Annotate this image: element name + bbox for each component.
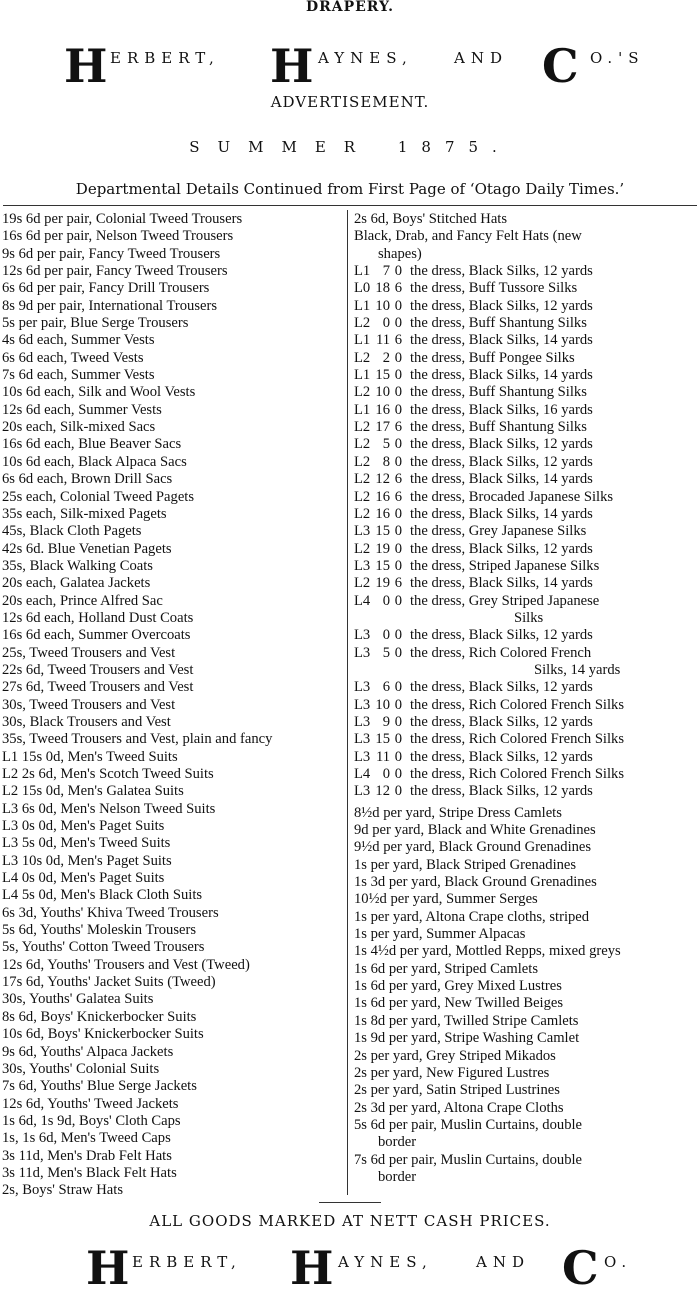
silk-description: the dress, Grey Japanese Silks xyxy=(410,523,587,540)
silk-description: the dress, Rich Colored French xyxy=(410,644,592,661)
left-item: 30s, Tweed Trousers and Vest xyxy=(2,696,176,713)
silk-pounds: L1 xyxy=(354,297,371,314)
left-column xyxy=(2,211,344,1200)
silk-price xyxy=(354,731,404,748)
silk-pence: 6 xyxy=(394,575,402,592)
silk-pence: 0 xyxy=(394,783,402,800)
silk-price xyxy=(354,402,404,419)
firm-word-herbert-bottom: ERBERT, xyxy=(132,1253,242,1271)
left-item: 17s 6d, Youths' Jacket Suits (Tweed) xyxy=(2,974,216,991)
silk-shillings: 16 xyxy=(375,401,390,418)
left-item: L3 10s 0d, Men's Paget Suits xyxy=(2,852,172,869)
left-item: L2 15s 0d, Men's Galatea Suits xyxy=(2,783,184,800)
column-divider xyxy=(347,210,348,1195)
silk-pence: 0 xyxy=(394,505,402,522)
yard-item: 1s per yard, Altona Crape cloths, striped xyxy=(354,908,590,925)
silk-description: the dress, Black Silks, 14 yards xyxy=(410,471,593,488)
silk-price-row xyxy=(354,645,698,662)
silk-description: the dress, Black Silks, 14 yards xyxy=(410,367,593,384)
silk-pence: 0 xyxy=(394,540,402,557)
silk-description: the dress, Buff Pongee Silks xyxy=(410,349,575,366)
left-item: 6s 6d each, Tweed Vests xyxy=(2,349,144,366)
silk-description: the dress, Buff Shantung Silks xyxy=(410,384,587,401)
silk-price-row xyxy=(354,350,698,367)
silk-shillings: 10 xyxy=(375,696,390,713)
silk-pence: 6 xyxy=(394,332,402,349)
left-item: 16s 6d each, Summer Overcoats xyxy=(2,627,191,644)
silk-description: the dress, Buff Shantung Silks xyxy=(410,315,587,332)
curtain-item-cont: border xyxy=(378,1134,417,1151)
silk-description: the dress, Black Silks, 12 yards xyxy=(410,453,593,470)
silk-price xyxy=(354,783,404,800)
silk-pounds: L3 xyxy=(354,557,371,574)
silk-price-row xyxy=(354,541,698,558)
silk-pounds: L2 xyxy=(354,436,371,453)
yard-item: 2s per yard, New Figured Lustres xyxy=(354,1064,550,1081)
silk-pence: 6 xyxy=(394,471,402,488)
left-item: 20s each, Prince Alfred Sac xyxy=(2,592,163,609)
silk-price xyxy=(354,679,404,696)
yard-item: 1s 3d per yard, Black Ground Grenadines xyxy=(354,874,597,891)
silk-shillings: 19 xyxy=(375,540,390,557)
silk-price xyxy=(354,367,404,384)
right-item: 2s 6d, Boys' Stitched Hats xyxy=(354,211,508,227)
silk-price-row xyxy=(354,558,698,575)
silk-price-row xyxy=(354,627,698,644)
silk-shillings: 12 xyxy=(375,783,390,800)
left-item: 45s, Black Cloth Pagets xyxy=(2,523,142,540)
silk-description-cont: Silks xyxy=(514,609,544,626)
firm-word-haynes-bottom: AYNES, xyxy=(338,1253,433,1271)
left-item: L2 2s 6d, Men's Scotch Tweed Suits xyxy=(2,766,214,782)
silk-price xyxy=(354,436,404,453)
silk-pence: 0 xyxy=(394,696,402,713)
silk-pounds: L3 xyxy=(354,644,371,661)
silk-pence: 0 xyxy=(394,453,402,470)
left-item: 20s each, Galatea Jackets xyxy=(2,575,151,592)
silk-pounds: L3 xyxy=(354,679,371,696)
silk-price-row xyxy=(354,436,698,453)
yard-item: 1s per yard, Summer Alpacas xyxy=(354,926,526,943)
silk-pence: 0 xyxy=(394,748,402,765)
silk-pounds: L4 xyxy=(354,766,371,782)
silk-pence: 0 xyxy=(394,766,402,782)
silk-shillings: 7 xyxy=(382,263,390,280)
left-item: L1 15s 0d, Men's Tweed Suits xyxy=(2,748,178,765)
left-item: 30s, Black Trousers and Vest xyxy=(2,713,171,730)
silk-pounds: L1 xyxy=(354,332,371,349)
silk-shillings: 15 xyxy=(375,557,390,574)
firm-word-herbert: ERBERT, xyxy=(110,49,220,67)
firm-initial-c-bottom: C xyxy=(562,1241,599,1295)
silk-pounds: L3 xyxy=(354,523,371,540)
silk-pence: 0 xyxy=(394,401,402,418)
left-item: 3s 11d, Men's Drab Felt Hats xyxy=(2,1147,172,1164)
left-item: 20s each, Silk-mixed Sacs xyxy=(2,419,156,436)
silk-pounds: L1 xyxy=(354,263,371,280)
silk-pounds: L3 xyxy=(354,748,371,765)
season-word: SUMMER xyxy=(189,138,374,156)
silk-price-row xyxy=(354,419,698,436)
left-item: 16s 6d per pair, Nelson Tweed Trousers xyxy=(2,228,234,245)
left-item: 10s 6d, Boys' Knickerbocker Suits xyxy=(2,1026,204,1043)
silk-shillings: 18 xyxy=(375,280,390,297)
silk-description: the dress, Black Silks, 16 yards xyxy=(410,401,593,418)
left-item: 8s 6d, Boys' Knickerbocker Suits xyxy=(2,1008,197,1025)
silk-price-row xyxy=(354,506,698,523)
firm-initial-c: C xyxy=(542,39,579,93)
silk-pence: 0 xyxy=(394,731,402,748)
silk-price xyxy=(354,506,404,523)
silk-description: the dress, Black Silks, 14 yards xyxy=(410,575,593,592)
silk-pounds: L2 xyxy=(354,384,371,401)
left-item: 19s 6d per pair, Colonial Tweed Trousers xyxy=(2,211,243,227)
curtain-item-cont: border xyxy=(378,1168,417,1185)
silk-price-row xyxy=(354,575,698,592)
left-item: 30s, Youths' Galatea Suits xyxy=(2,991,154,1008)
yard-item: 9d per yard, Black and White Grenadines xyxy=(354,822,596,839)
silk-price-row xyxy=(354,489,698,506)
silk-price xyxy=(354,489,404,506)
left-item: 12s 6d per pair, Fancy Tweed Trousers xyxy=(2,263,228,280)
left-item: 1s, 1s 6d, Men's Tweed Caps xyxy=(2,1130,171,1147)
silk-shillings: 11 xyxy=(375,332,390,349)
silk-pounds: L4 xyxy=(354,592,371,609)
silk-pence: 0 xyxy=(394,263,402,280)
left-item: 8s 9d per pair, International Trousers xyxy=(2,297,218,314)
silk-price xyxy=(354,749,404,766)
left-item: 12s 6d, Youths' Trousers and Vest (Tweed) xyxy=(2,956,250,973)
silk-description: the dress, Grey Striped Japanese xyxy=(410,592,600,609)
section-heading: DRAPERY. xyxy=(305,0,395,15)
yard-item: 1s per yard, Black Striped Grenadines xyxy=(354,856,577,873)
silk-price-row xyxy=(354,731,698,748)
silk-price-row xyxy=(354,263,698,280)
silk-pence: 0 xyxy=(394,592,402,609)
silk-price-row xyxy=(354,367,698,384)
silk-price xyxy=(354,454,404,471)
silk-description: the dress, Black Silks, 14 yards xyxy=(410,332,593,349)
silk-price-row xyxy=(354,697,698,714)
silk-price xyxy=(354,575,404,592)
silk-price-row xyxy=(354,298,698,315)
firm-initial-h2-bottom: H xyxy=(290,1241,334,1295)
silk-price xyxy=(354,766,404,783)
silk-pounds: L2 xyxy=(354,488,371,505)
silk-pounds: L0 xyxy=(354,280,371,297)
yard-item: 1s 6d per yard, New Twilled Beiges xyxy=(354,995,564,1012)
left-item: 6s 6d per pair, Fancy Drill Trousers xyxy=(2,280,210,297)
silk-shillings: 5 xyxy=(382,644,390,661)
silk-price-row xyxy=(354,714,698,731)
silk-description: the dress, Black Silks, 12 yards xyxy=(410,679,593,696)
silk-price-row xyxy=(354,332,698,349)
silk-shillings: 12 xyxy=(375,471,390,488)
silk-price xyxy=(354,697,404,714)
left-item: 42s 6d. Blue Venetian Pagets xyxy=(2,540,172,557)
silk-pence: 0 xyxy=(394,367,402,384)
silk-price-row xyxy=(354,280,698,297)
silk-description: the dress, Buff Shantung Silks xyxy=(410,419,587,436)
silk-description-cont: Silks, 14 yards xyxy=(534,661,621,678)
left-item: 1s 6d, 1s 9d, Boys' Cloth Caps xyxy=(2,1112,181,1129)
silk-shillings: 0 xyxy=(382,766,390,782)
left-item: 10s 6d each, Silk and Wool Vests xyxy=(2,384,196,401)
advertisement-title: ADVERTISEMENT. xyxy=(270,93,430,111)
silk-pounds: L3 xyxy=(354,783,371,800)
left-item: 2s, Boys' Straw Hats xyxy=(2,1182,124,1199)
silk-price xyxy=(354,523,404,540)
silk-price xyxy=(354,471,404,488)
silk-pence: 0 xyxy=(394,384,402,401)
silk-description: the dress, Black Silks, 12 yards xyxy=(410,627,593,644)
silk-shillings: 9 xyxy=(382,713,390,730)
silk-pounds: L3 xyxy=(354,731,371,748)
silk-shillings: 15 xyxy=(375,367,390,384)
silk-pence: 0 xyxy=(394,297,402,314)
silk-description: the dress, Rich Colored French Silks xyxy=(410,766,625,782)
silk-description: the dress, Black Silks, 12 yards xyxy=(410,713,593,730)
silk-price-row xyxy=(354,679,698,696)
silk-pence: 0 xyxy=(394,679,402,696)
yard-item: 1s 6d per yard, Striped Camlets xyxy=(354,960,539,977)
silk-description: the dress, Black Silks, 12 yards xyxy=(410,263,593,280)
yard-item: 1s 8d per yard, Twilled Stripe Camlets xyxy=(354,1012,579,1029)
left-item: L3 0s 0d, Men's Paget Suits xyxy=(2,818,165,835)
silk-price xyxy=(354,280,404,297)
silk-pounds: L3 xyxy=(354,696,371,713)
silk-pence: 0 xyxy=(394,523,402,540)
left-item: 3s 11d, Men's Black Felt Hats xyxy=(2,1164,177,1181)
silk-description: the dress, Striped Japanese Silks xyxy=(410,557,600,574)
left-item: 25s each, Colonial Tweed Pagets xyxy=(2,488,195,505)
silk-pounds: L2 xyxy=(354,505,371,522)
silk-description: the dress, Black Silks, 12 yards xyxy=(410,297,593,314)
silk-pounds: L1 xyxy=(354,401,371,418)
silk-price-row xyxy=(354,593,698,610)
silk-price-row xyxy=(354,384,698,401)
silk-price xyxy=(354,541,404,558)
yard-item: 2s 3d per yard, Altona Crape Cloths xyxy=(354,1099,564,1116)
left-item: L3 5s 0d, Men's Tweed Suits xyxy=(2,835,171,852)
silk-description: the dress, Buff Tussore Silks xyxy=(410,280,578,297)
firm-initial-h1: H xyxy=(64,39,108,93)
left-item: 4s 6d each, Summer Vests xyxy=(2,332,155,349)
silk-pounds: L2 xyxy=(354,575,371,592)
silk-shillings: 16 xyxy=(375,488,390,505)
silk-shillings: 8 xyxy=(382,453,390,470)
silk-price-row xyxy=(354,766,698,783)
silk-price-row xyxy=(354,783,698,800)
left-item: 35s, Black Walking Coats xyxy=(2,557,153,574)
silk-description: the dress, Black Silks, 12 yards xyxy=(410,783,593,800)
silk-pence: 0 xyxy=(394,713,402,730)
footer-notice: ALL GOODS MARKED AT NETT CASH PRICES. xyxy=(149,1212,551,1230)
silk-description: the dress, Black Silks, 12 yards xyxy=(410,436,593,453)
silk-shillings: 6 xyxy=(382,679,390,696)
silk-pounds: L3 xyxy=(354,713,371,730)
firm-word-haynes: AYNES, xyxy=(318,49,413,67)
yard-item: 1s 6d per yard, Grey Mixed Lustres xyxy=(354,978,562,995)
curtain-item: 7s 6d per pair, Muslin Curtains, double xyxy=(354,1151,583,1168)
silk-price-row xyxy=(354,471,698,488)
footer-rule xyxy=(319,1202,381,1203)
silk-price xyxy=(354,315,404,332)
left-item: L4 5s 0d, Men's Black Cloth Suits xyxy=(2,887,203,904)
season-heading xyxy=(0,138,700,156)
firm-word-and-bottom: AND xyxy=(476,1253,530,1271)
silk-shillings: 16 xyxy=(375,505,390,522)
silk-description: the dress, Black Silks, 12 yards xyxy=(410,540,593,557)
left-item: 12s 6d each, Holland Dust Coats xyxy=(2,609,194,626)
silk-price xyxy=(354,263,404,280)
silk-price xyxy=(354,419,404,436)
right-item: Black, Drab, and Fancy Felt Hats (new xyxy=(354,228,582,245)
yard-item: 1s 4½d per yard, Mottled Repps, mixed greys xyxy=(354,943,621,960)
silk-shillings: 0 xyxy=(382,592,390,609)
left-item: 6s 6d each, Brown Drill Sacs xyxy=(2,471,173,488)
yard-item: 2s per yard, Satin Striped Lustrines xyxy=(354,1082,560,1099)
silk-description: the dress, Rich Colored French Silks xyxy=(410,731,625,748)
season-year: 1875. xyxy=(397,138,511,156)
silk-pence: 0 xyxy=(394,315,402,332)
left-item: 7s 6d, Youths' Blue Serge Jackets xyxy=(2,1078,197,1095)
silk-pence: 0 xyxy=(394,627,402,644)
left-item: 27s 6d, Tweed Trousers and Vest xyxy=(2,679,194,696)
silk-shillings: 0 xyxy=(382,315,390,332)
top-rule xyxy=(3,205,697,206)
silk-description: the dress, Brocaded Japanese Silks xyxy=(410,488,614,505)
left-item: L3 6s 0d, Men's Nelson Tweed Suits xyxy=(2,800,216,817)
silk-shillings: 19 xyxy=(375,575,390,592)
silk-pounds: L2 xyxy=(354,349,371,366)
left-item: 10s 6d each, Black Alpaca Sacs xyxy=(2,453,187,470)
left-item: 30s, Youths' Colonial Suits xyxy=(2,1060,160,1077)
firm-initial-h1-bottom: H xyxy=(86,1241,130,1295)
silk-shillings: 2 xyxy=(382,349,390,366)
silk-price xyxy=(354,645,404,662)
silk-description: the dress, Black Silks, 14 yards xyxy=(410,505,593,522)
firm-word-co-bottom: O. xyxy=(604,1253,633,1271)
left-item: 9s 6d per pair, Fancy Tweed Trousers xyxy=(2,245,221,262)
yard-item: 1s 9d per yard, Stripe Washing Camlet xyxy=(354,1030,580,1047)
left-item: 16s 6d each, Blue Beaver Sacs xyxy=(2,436,182,453)
silk-price xyxy=(354,332,404,349)
left-item: L4 0s 0d, Men's Paget Suits xyxy=(2,870,165,887)
silk-price xyxy=(354,350,404,367)
silk-pounds: L2 xyxy=(354,540,371,557)
left-item: 12s 6d each, Summer Vests xyxy=(2,401,162,418)
silk-pounds: L2 xyxy=(354,453,371,470)
silk-price-row xyxy=(354,523,698,540)
left-item: 6s 3d, Youths' Khiva Tweed Trousers xyxy=(2,904,219,921)
silk-pounds: L1 xyxy=(354,367,371,384)
firm-word-and: AND xyxy=(454,49,508,67)
yard-item: 2s per yard, Grey Striped Mikados xyxy=(354,1047,556,1064)
silk-pence: 0 xyxy=(394,349,402,366)
silk-shillings: 15 xyxy=(375,731,390,748)
left-item: 7s 6d each, Summer Vests xyxy=(2,367,155,384)
silk-pence: 0 xyxy=(394,644,402,661)
silk-price xyxy=(354,384,404,401)
right-item-cont: shapes) xyxy=(378,245,422,262)
silk-shillings: 5 xyxy=(382,436,390,453)
silk-description: the dress, Black Silks, 12 yards xyxy=(410,748,593,765)
silk-description: the dress, Rich Colored French Silks xyxy=(410,696,625,713)
curtain-item: 5s 6d per pair, Muslin Curtains, double xyxy=(354,1116,583,1133)
silk-pounds: L2 xyxy=(354,471,371,488)
left-item: 5s, Youths' Cotton Tweed Trousers xyxy=(2,939,205,956)
left-item: 35s, Tweed Trousers and Vest, plain and fancy xyxy=(2,731,273,748)
silk-pence: 6 xyxy=(394,280,402,297)
silk-shillings: 10 xyxy=(375,384,390,401)
yard-item: 10½d per yard, Summer Serges xyxy=(354,891,538,908)
silk-pounds: L3 xyxy=(354,627,371,644)
left-item: 35s each, Silk-mixed Pagets xyxy=(2,505,167,522)
silk-price-row xyxy=(354,315,698,332)
yard-item: 9½d per yard, Black Ground Grenadines xyxy=(354,839,592,856)
left-item: 5s per pair, Blue Serge Trousers xyxy=(2,315,189,332)
left-item: 9s 6d, Youths' Alpaca Jackets xyxy=(2,1043,174,1060)
silk-pence: 6 xyxy=(394,488,402,505)
silk-pence: 0 xyxy=(394,557,402,574)
silk-price-row xyxy=(354,402,698,419)
firm-name-top xyxy=(0,38,700,93)
silk-price xyxy=(354,558,404,575)
left-item: 25s, Tweed Trousers and Vest xyxy=(2,644,176,661)
silk-price xyxy=(354,298,404,315)
firm-name-bottom xyxy=(0,1240,700,1295)
right-column xyxy=(354,211,698,1186)
silk-shillings: 15 xyxy=(375,523,390,540)
silk-price xyxy=(354,627,404,644)
subtitle: Departmental Details Continued from First Page of ‘Otago Daily Times.’ xyxy=(75,180,625,198)
silk-price-row xyxy=(354,749,698,766)
left-item: 12s 6d, Youths' Tweed Jackets xyxy=(2,1095,179,1112)
silk-shillings: 10 xyxy=(375,297,390,314)
silk-price-row xyxy=(354,454,698,471)
silk-pounds: L2 xyxy=(354,315,371,332)
left-item: 5s 6d, Youths' Moleskin Trousers xyxy=(2,922,197,939)
silk-price xyxy=(354,593,404,610)
silk-pounds: L2 xyxy=(354,419,371,436)
silk-pence: 6 xyxy=(394,419,402,436)
silk-pence: 0 xyxy=(394,436,402,453)
left-item: 22s 6d, Tweed Trousers and Vest xyxy=(2,661,194,678)
silk-shillings: 17 xyxy=(375,419,390,436)
yard-item: 8½d per yard, Stripe Dress Camlets xyxy=(354,804,562,821)
silk-price xyxy=(354,714,404,731)
firm-initial-h2: H xyxy=(270,39,314,93)
firm-word-cos: O.'S xyxy=(590,49,645,67)
silk-shillings: 11 xyxy=(375,748,390,765)
silk-shillings: 0 xyxy=(382,627,390,644)
